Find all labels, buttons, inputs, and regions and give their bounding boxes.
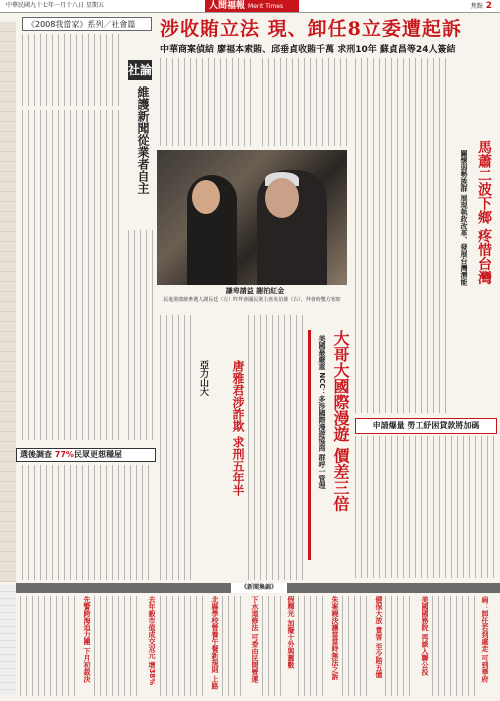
tang-headline: 唐雅君涉詐欺 求刑五年半 xyxy=(231,360,245,497)
body-text-block xyxy=(160,58,255,146)
page-header xyxy=(0,0,500,13)
body-text-block xyxy=(160,315,192,580)
page-number: 2 xyxy=(485,1,492,11)
body-text-block xyxy=(248,315,305,580)
body-text-block xyxy=(342,596,370,696)
body-text-block xyxy=(355,58,450,413)
loan-headline: 申請爆量 勞工紓困貸款將加碼 xyxy=(355,418,497,434)
roundup-item: 下水道修法 可委由民間營運 xyxy=(251,596,259,683)
photo-caption-title: 謙卑請益 謝拍紅金 xyxy=(225,287,285,295)
editorial-tag: 社論 xyxy=(128,60,152,80)
body-text-block xyxy=(355,436,495,578)
body-text-block xyxy=(94,596,142,696)
page-number-area xyxy=(471,0,492,13)
tang-subheadline: 亞力山大 xyxy=(198,360,208,396)
poll-value: 77% xyxy=(54,450,74,459)
body-text-block xyxy=(262,58,352,146)
roundup-item: 去年毅市值成交双元 增38% xyxy=(148,596,156,686)
editorial-title: 維護新聞從業者自主 xyxy=(136,86,150,194)
roundup-item: 美國國務院 再談入聯公投 xyxy=(421,596,429,676)
logo-text: 人間福報 xyxy=(209,1,246,11)
poll-prefix: 選後調查 xyxy=(20,450,52,459)
body-text-block xyxy=(298,596,326,696)
roundup-item: 健保大放 貴害 至少賠五億 xyxy=(375,596,383,678)
ma-headline: 馬蕭二波下鄉 疼惜台灣 xyxy=(476,140,492,285)
roundup-item: 北縣學校營養午餐新規則 上路 xyxy=(211,596,219,690)
photo-face-right xyxy=(265,178,299,218)
body-text-block xyxy=(22,34,122,106)
news-roundup-label: 《新聞集錦》 xyxy=(231,583,287,593)
poll-headline xyxy=(16,448,156,462)
body-text-block xyxy=(222,596,246,696)
news-photo xyxy=(157,150,347,285)
dage-subheadline: 美國最嚴重 NCC：多涉國際漫遊協商 群呼一管理 xyxy=(318,335,326,490)
body-text-block xyxy=(262,596,282,696)
poll-suffix: 民眾更想穩屋 xyxy=(73,450,122,459)
left-ad-column-bottom xyxy=(0,585,16,695)
roundup-item: 假釋光 加擬十外與舊數 xyxy=(287,596,295,669)
body-text-block xyxy=(160,596,206,696)
issue-date: 中華民國九十七年一月十八日 星期五 xyxy=(6,2,104,9)
left-ad-column xyxy=(0,22,16,582)
dage-headline: 大哥大國際漫遊 價差三倍 xyxy=(331,330,350,512)
body-text-block xyxy=(22,465,154,580)
newspaper-logo xyxy=(205,0,299,12)
section-name: 焦點 xyxy=(470,3,483,10)
dage-accent-bar xyxy=(308,330,311,560)
body-text-block xyxy=(128,230,154,440)
photo-face-left xyxy=(192,180,220,214)
body-text-block xyxy=(22,110,122,440)
news-roundup-bar xyxy=(16,583,500,593)
ma-subheadline: 關懷弱勢族群 展現執政改革、發展台灣潛能 xyxy=(460,150,468,286)
logo-english: Merit Times xyxy=(248,3,284,10)
body-text-block xyxy=(20,596,78,696)
series-label: 《2008我當家》系列／社會篇 xyxy=(22,17,152,31)
main-subheadline: 中華商案偵結 廖福本索賄、邱垂貞收賄千萬 求刑10年 蘇貞昌等24人簽結 xyxy=(160,45,456,55)
roundup-item: 先警跨海追力團 下月初裁決 xyxy=(83,596,91,683)
roundup-item: 扁：卸任若到處走 可到華府 xyxy=(481,596,489,683)
main-headline: 涉收賄立法 現、卸任8立委遭起訴 xyxy=(160,18,462,40)
roundup-item: 朱案曉決讓當當時無法之訴 xyxy=(331,596,339,680)
photo-caption-text: 民進黨總統參選人謝長廷（左）昨拜會國民黨主席吳伯雄（右），拜會時雙方寒暄 xyxy=(163,297,341,303)
body-text-block xyxy=(432,596,476,696)
body-text-block xyxy=(385,596,415,696)
